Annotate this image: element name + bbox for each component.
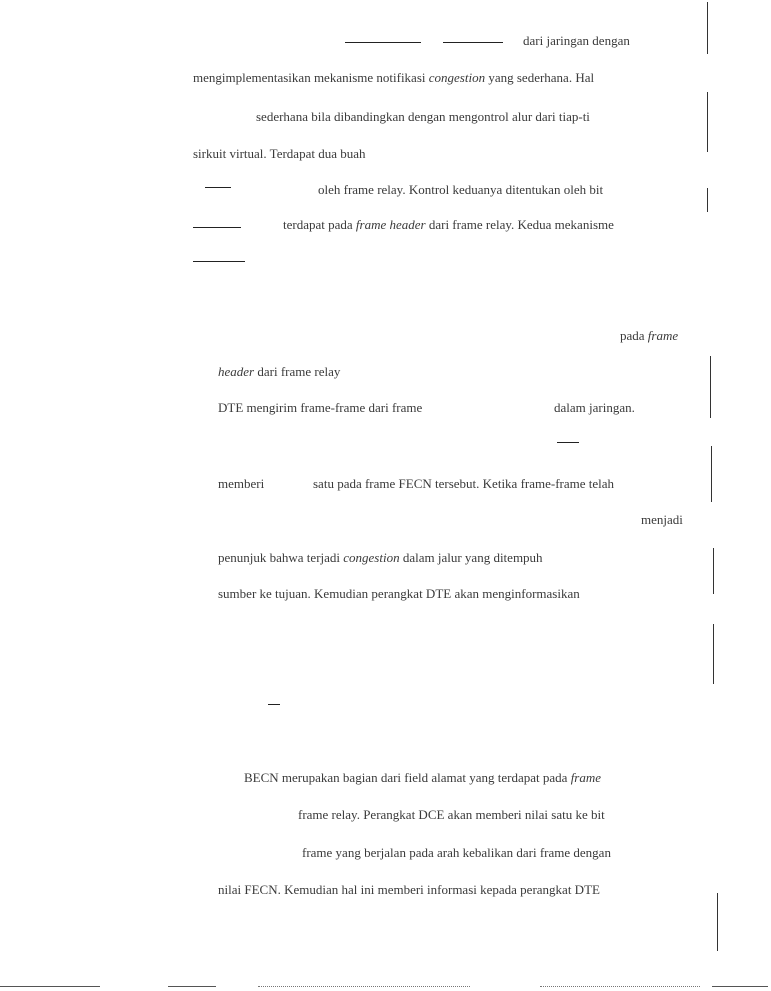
margin-mark (707, 2, 708, 54)
text-line: penunjuk bahwa terjadi congestion dalam jalur yang ditempuh (218, 550, 543, 565)
footer-dotted-rule (258, 986, 470, 987)
footer-rule (712, 986, 768, 987)
redaction-rule (205, 187, 231, 188)
text-line: frame yang berjalan pada arah kebalikan dari frame dengan (302, 845, 611, 860)
redaction-rule (193, 227, 241, 228)
text-line: dari jaringan dengan (523, 33, 630, 48)
text-line: dalam jaringan. (554, 400, 635, 415)
footer-rule (168, 986, 216, 987)
margin-mark (713, 624, 714, 684)
redaction-rule (443, 42, 503, 43)
margin-mark (717, 893, 718, 951)
margin-mark (707, 188, 708, 212)
text-line: BECN merupakan bagian dari field alamat yang terdapat pada frame (244, 770, 602, 785)
text-line: frame relay. Perangkat DCE akan memberi nilai satu ke bit (298, 807, 605, 822)
text-line: terdapat pada frame header dari frame relay. Kedua mekanisme (283, 217, 614, 232)
text-line: memberi (218, 476, 265, 491)
text-line: header dari frame relay (218, 364, 341, 379)
redaction-rule (557, 442, 579, 443)
text-line: sederhana bila dibandingkan dengan mengontrol alur dari tiap-ti (256, 109, 590, 124)
text-line: mengimplementasikan mekanisme notifikasi congestion yang sederhana. Hal (193, 70, 595, 85)
text-line: sumber ke tujuan. Kemudian perangkat DTE akan menginformasikan (218, 586, 580, 601)
redaction-rule (193, 261, 245, 262)
margin-mark (713, 548, 714, 594)
footer-dotted-rule (540, 986, 700, 987)
margin-mark (707, 92, 708, 152)
redaction-rule (345, 42, 421, 43)
text-line: oleh frame relay. Kontrol keduanya ditentukan oleh bit (318, 182, 604, 197)
text-line: pada frame (620, 328, 679, 343)
text-line: menjadi (641, 512, 683, 527)
margin-mark (710, 356, 711, 418)
margin-mark (711, 446, 712, 502)
text-line: DTE mengirim frame-frame dari frame (218, 400, 423, 415)
footer-rule (0, 986, 100, 987)
text-line: satu pada frame FECN tersebut. Ketika frame-frame telah (313, 476, 615, 491)
redaction-rule (268, 704, 280, 705)
text-line: sirkuit virtual. Terdapat dua buah (193, 146, 366, 161)
text-line: nilai FECN. Kemudian hal ini memberi informasi kepada perangkat DTE (218, 882, 600, 897)
